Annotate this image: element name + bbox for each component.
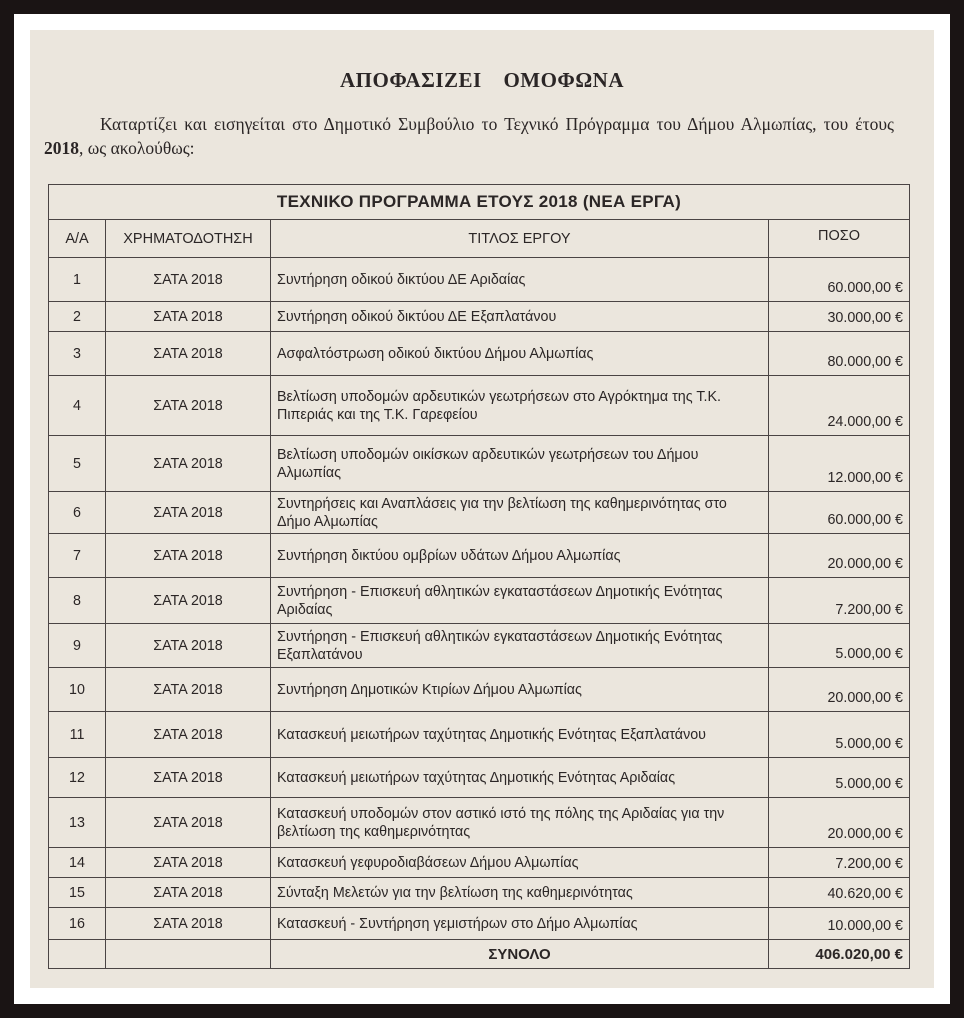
row-amount: 40.620,00 € xyxy=(769,878,910,908)
header-amount: ΠΟΣΟ xyxy=(769,220,910,258)
row-financing: ΣΑΤΑ 2018 xyxy=(106,302,271,332)
row-amount: 30.000,00 € xyxy=(769,302,910,332)
row-amount: 12.000,00 € xyxy=(769,436,910,492)
row-financing: ΣΑΤΑ 2018 xyxy=(106,624,271,668)
row-amount: 60.000,00 € xyxy=(769,492,910,534)
row-aa: 15 xyxy=(49,878,106,908)
table-row xyxy=(49,848,910,878)
row-title: Συντήρηση οδικού δικτύου ΔΕ Αριδαίας xyxy=(271,258,769,302)
row-title: Σύνταξη Μελετών για την βελτίωση της καθημερινότητας xyxy=(271,878,769,908)
row-aa: 4 xyxy=(49,376,106,436)
table-row xyxy=(49,258,910,302)
intro-year: 2018 xyxy=(44,138,79,158)
row-title: Κατασκευή μειωτήρων ταχύτητας Δημοτικής Ενότητας Αριδαίας xyxy=(271,758,769,798)
row-financing: ΣΑΤΑ 2018 xyxy=(106,712,271,758)
total-row xyxy=(49,940,910,969)
row-aa: 13 xyxy=(49,798,106,848)
total-empty-cell xyxy=(49,940,106,969)
row-aa: 2 xyxy=(49,302,106,332)
row-aa: 12 xyxy=(49,758,106,798)
row-amount: 20.000,00 € xyxy=(769,668,910,712)
photo-frame xyxy=(14,14,950,1004)
technical-program-table xyxy=(48,184,910,969)
table-row xyxy=(49,376,910,436)
row-aa: 6 xyxy=(49,492,106,534)
table-row xyxy=(49,758,910,798)
row-financing: ΣΑΤΑ 2018 xyxy=(106,908,271,940)
row-financing: ΣΑΤΑ 2018 xyxy=(106,758,271,798)
row-amount: 5.000,00 € xyxy=(769,712,910,758)
row-title: Συντήρηση Δημοτικών Κτιρίων Δήμου Αλμωπίας xyxy=(271,668,769,712)
header-title: ΤΙΤΛΟΣ ΕΡΓΟΥ xyxy=(271,220,769,258)
heading-word-2: ΟΜΟΦΩΝΑ xyxy=(503,68,624,92)
row-title: Συντήρηση - Επισκευή αθλητικών εγκαταστάσεων Δημοτικής Ενότητας Εξαπλατάνου xyxy=(271,624,769,668)
row-title: Βελτίωση υποδομών αρδευτικών γεωτρήσεων στο Αγρόκτημα της Τ.Κ. Πιπεριάς και της Τ.Κ. Γαρεφείου xyxy=(271,376,769,436)
row-aa: 5 xyxy=(49,436,106,492)
row-aa: 3 xyxy=(49,332,106,376)
row-financing: ΣΑΤΑ 2018 xyxy=(106,376,271,436)
table-row xyxy=(49,534,910,578)
table-row xyxy=(49,578,910,624)
header-aa: Α/Α xyxy=(49,220,106,258)
document-page xyxy=(30,30,934,988)
row-amount: 60.000,00 € xyxy=(769,258,910,302)
row-aa: 11 xyxy=(49,712,106,758)
row-amount: 80.000,00 € xyxy=(769,332,910,376)
row-financing: ΣΑΤΑ 2018 xyxy=(106,848,271,878)
row-title: Συντηρήσεις και Αναπλάσεις για την βελτίωση της καθημερινότητας στο Δήμο Αλμωπίας xyxy=(271,492,769,534)
row-title: Συντήρηση δικτύου ομβρίων υδάτων Δήμου Αλμωπίας xyxy=(271,534,769,578)
row-financing: ΣΑΤΑ 2018 xyxy=(106,436,271,492)
row-title: Συντήρηση - Επισκευή αθλητικών εγκαταστάσεων Δημοτικής Ενότητας Αριδαίας xyxy=(271,578,769,624)
table-row xyxy=(49,302,910,332)
row-title: Κατασκευή υποδομών στον αστικό ιστό της πόλης της Αριδαίας για την βελτίωση της καθημερινότητας xyxy=(271,798,769,848)
row-amount: 7.200,00 € xyxy=(769,848,910,878)
row-amount: 20.000,00 € xyxy=(769,534,910,578)
table-row xyxy=(49,436,910,492)
intro-paragraph xyxy=(44,112,894,160)
row-financing: ΣΑΤΑ 2018 xyxy=(106,492,271,534)
table-row xyxy=(49,878,910,908)
row-financing: ΣΑΤΑ 2018 xyxy=(106,578,271,624)
row-amount: 10.000,00 € xyxy=(769,908,910,940)
table-row xyxy=(49,624,910,668)
row-title: Κατασκευή μειωτήρων ταχύτητας Δημοτικής Ενότητας Εξαπλατάνου xyxy=(271,712,769,758)
row-aa: 7 xyxy=(49,534,106,578)
table-row xyxy=(49,492,910,534)
heading-word-1: ΑΠΟΦΑΣΙΖΕΙ xyxy=(340,68,482,92)
table-row xyxy=(49,332,910,376)
table-row xyxy=(49,798,910,848)
row-aa: 16 xyxy=(49,908,106,940)
row-aa: 8 xyxy=(49,578,106,624)
table-title-row xyxy=(49,185,910,220)
row-financing: ΣΑΤΑ 2018 xyxy=(106,878,271,908)
row-title: Συντήρηση οδικού δικτύου ΔΕ Εξαπλατάνου xyxy=(271,302,769,332)
row-amount: 5.000,00 € xyxy=(769,758,910,798)
row-aa: 14 xyxy=(49,848,106,878)
row-financing: ΣΑΤΑ 2018 xyxy=(106,798,271,848)
row-financing: ΣΑΤΑ 2018 xyxy=(106,332,271,376)
table-header-row xyxy=(49,220,910,258)
row-amount: 7.200,00 € xyxy=(769,578,910,624)
table-row xyxy=(49,712,910,758)
row-amount: 20.000,00 € xyxy=(769,798,910,848)
row-title: Κατασκευή - Συντήρηση γεμιστήρων στο Δήμο Αλμωπίας xyxy=(271,908,769,940)
total-label: ΣΥΝΟΛΟ xyxy=(271,940,769,969)
decision-heading xyxy=(30,68,934,93)
intro-text-2: , ως ακολούθως: xyxy=(79,138,195,158)
row-amount: 5.000,00 € xyxy=(769,624,910,668)
total-amount: 406.020,00 € xyxy=(769,940,910,969)
row-aa: 1 xyxy=(49,258,106,302)
row-financing: ΣΑΤΑ 2018 xyxy=(106,668,271,712)
row-amount: 24.000,00 € xyxy=(769,376,910,436)
table-title: ΤΕΧΝΙΚΟ ΠΡΟΓΡΑΜΜΑ ΕΤΟΥΣ 2018 (ΝΕΑ ΕΡΓΑ) xyxy=(49,185,910,220)
row-title: Κατασκευή γεφυροδιαβάσεων Δήμου Αλμωπίας xyxy=(271,848,769,878)
row-title: Βελτίωση υποδομών οικίσκων αρδευτικών γεωτρήσεων του Δήμου Αλμωπίας xyxy=(271,436,769,492)
table-row xyxy=(49,908,910,940)
row-aa: 9 xyxy=(49,624,106,668)
header-financing: ΧΡΗΜΑΤΟΔΟΤΗΣΗ xyxy=(106,220,271,258)
row-aa: 10 xyxy=(49,668,106,712)
intro-text-1: Καταρτίζει και εισηγείται στο Δημοτικό Συμβούλιο το Τεχνικό Πρόγραμμα του Δήμου Αλμωπίας, του έτους xyxy=(100,114,894,134)
row-financing: ΣΑΤΑ 2018 xyxy=(106,258,271,302)
row-financing: ΣΑΤΑ 2018 xyxy=(106,534,271,578)
row-title: Ασφαλτόστρωση οδικού δικτύου Δήμου Αλμωπίας xyxy=(271,332,769,376)
table-row xyxy=(49,668,910,712)
total-empty-cell xyxy=(106,940,271,969)
